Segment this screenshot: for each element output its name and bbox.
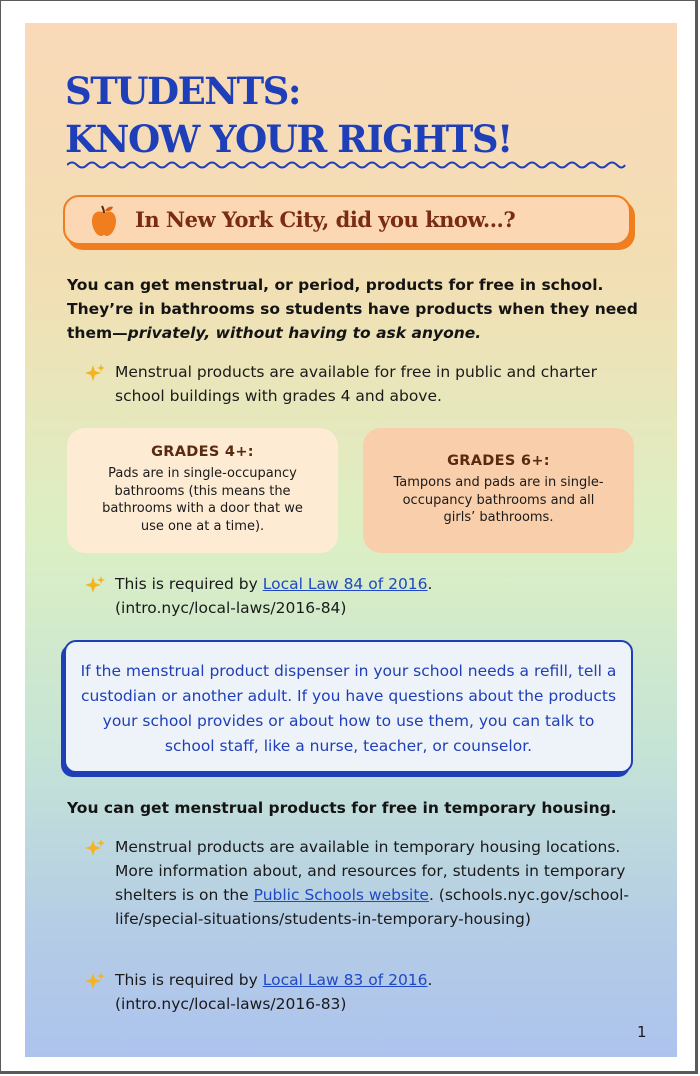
bullet-temporary-housing — [115, 835, 630, 931]
callout-text: In New York City, did you know...? — [135, 207, 516, 232]
availability-text: Menstrual products are available for free in public and charter school buildings with grades 4 and above. — [115, 363, 597, 405]
refill-info-box — [64, 640, 633, 773]
law-83-url: (intro.nyc/local-laws/2016-83) — [115, 995, 347, 1013]
law-83-prefix: This is required by — [115, 971, 263, 989]
sparkle-icon — [85, 838, 105, 858]
sparkle-icon — [85, 363, 105, 383]
temporary-housing-heading: You can get menstrual products for free in temporary housing. — [67, 799, 617, 817]
housing-suffix: . (schools.nyc.gov/school-life/special-situations/students-in-temporary-housing) — [115, 886, 629, 928]
title-line-2: KNOW YOUR RIGHTS! — [65, 117, 512, 161]
law-84-prefix: This is required by — [115, 575, 263, 593]
sparkle-icon — [85, 575, 105, 595]
intro-text: You can get menstrual, or period, products for free in school. They’re in bathrooms so students have products when they need them— — [67, 276, 638, 342]
title-line-1: STUDENTS: — [65, 69, 301, 113]
bullet-availability — [115, 360, 630, 408]
law-84-suffix: . — [427, 575, 433, 593]
did-you-know-callout — [63, 195, 631, 245]
wave-divider — [67, 160, 635, 170]
law-84-url: (intro.nyc/local-laws/2016-84) — [115, 599, 347, 617]
grades-4-title: GRADES 4+: — [151, 444, 254, 460]
bullet-law-84 — [115, 572, 630, 620]
intro-paragraph — [67, 273, 647, 345]
grades-6-title: GRADES 6+: — [447, 453, 550, 469]
bullet-law-83 — [115, 968, 630, 1016]
public-schools-website-link[interactable]: Public Schools website — [253, 886, 429, 904]
refill-info-text: If the menstrual product dispenser in your school needs a refill, tell a custodian or another adult. If you have questions about the products your school provides or about how to use them, you can talk to school staff, like a nurse, teacher, or counselor. — [80, 662, 617, 755]
apple-icon — [87, 204, 121, 238]
housing-text: Menstrual products are available in temporary housing locations. More information about, and resources for, students in temporary shelters is on the — [115, 838, 626, 904]
page-number: 1 — [637, 1023, 647, 1041]
grades-6-body: Tampons and pads are in single-occupancy bathrooms and all girls’ bathrooms. — [393, 475, 604, 525]
document-page — [25, 23, 677, 1057]
grades-4-body: Pads are in single-occupancy bathrooms (this means the bathrooms with a door that we use one at a time). — [102, 466, 303, 534]
intro-emphasis: privately, without having to ask anyone. — [127, 324, 482, 342]
local-law-84-link[interactable]: Local Law 84 of 2016 — [262, 575, 428, 593]
grades-6-card — [363, 428, 634, 553]
page-title — [65, 67, 512, 163]
grades-4-card — [67, 428, 338, 553]
local-law-83-link[interactable]: Local Law 83 of 2016 — [262, 971, 428, 989]
sparkle-icon — [85, 971, 105, 991]
law-83-suffix: . — [427, 971, 433, 989]
